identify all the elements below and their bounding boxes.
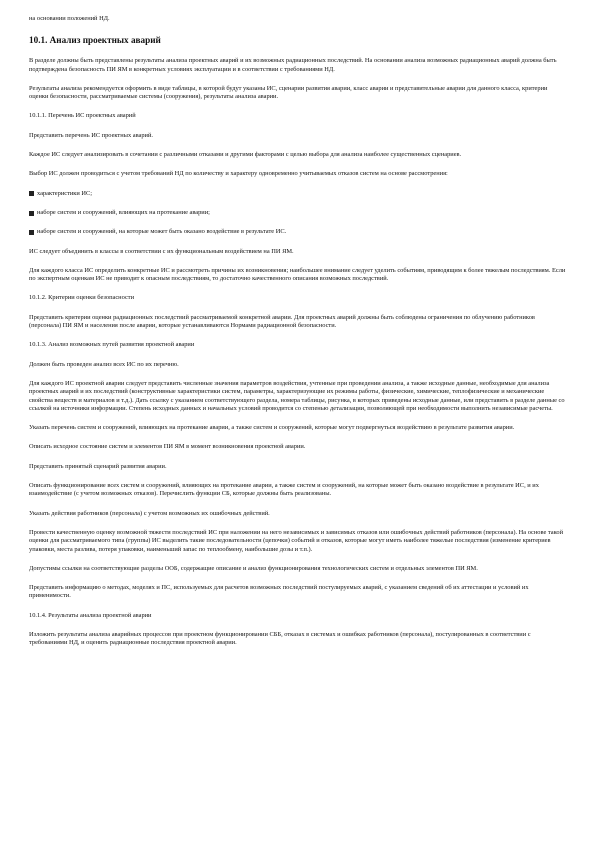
paragraph: Для каждого ИС проектной аварии следует представить численные значения параметров воздействия, учтенные при проведении анализа, а также исходные данные, необходимые для анализа проектных аварий и их последствий (конструктивные характеристики систем, параметры, характеризующие их режимы работы, физические, химические, теплофизические и механические свойства веществ и материалов и т.д.). Дать ссылку с указанием соответствующего раздела, номера таблицы, рисунка, в которых приведены исходные данные, или представить в разделе данные со ссылкой на источники информации. Степень исходных данных и начальных условий проводится со степенью детализации, позволяющей при необходимости выполнить независимые расчеты. — [29, 379, 565, 412]
section-heading: 10.1. Анализ проектных аварий — [29, 35, 161, 46]
paragraph: Изложить результаты анализа аварийных процессов при проектном функционировании СББ, отказах в системах и ошибках работников (персонала), постулированных в соответствии с требованиями НД, и оценить радиационные последствия проектной аварии. — [29, 630, 531, 647]
subsection-title: 10.1.3. Анализ возможных путей развития проектной аварии — [29, 341, 195, 349]
paragraph: Провести качественную оценку возможной тяжести последствий ИС при наложении на него независимых и зависимых отказов или ошибочных действий работников (персонала). На основе такой оценки для рассматриваемого типа (группы) ИС выделить такие последовательности (цепочки) событий и отказов, которые могут иметь наиболее тяжелые последствия (изменение критериев упаковки, места разлива, потеря упаковки, наименьший запас по теплообмену, наибольшие дозы и т.п.). — [29, 528, 564, 553]
bullet-text: характеристики ИС; — [37, 189, 93, 197]
bullet-item — [29, 190, 567, 198]
square-bullet-icon — [29, 191, 34, 196]
paragraph: Представить информацию о методах, моделях и ПС, используемых для расчетов возможных последствий постулируемых аварий, с указанием сведений об их аттестации и условий их применимости. — [29, 584, 529, 600]
paragraph: Представить перечень ИС проектных аварий. — [29, 131, 153, 139]
paragraph: Указать перечень систем и сооружений, влияющих на протекание аварии, а также систем и сооружений, которые могут подвергнуться воздействию в результате развития аварии. — [29, 424, 515, 432]
square-bullet-icon — [29, 211, 34, 216]
subsection-title: 10.1.1. Перечень ИС проектных аварий — [29, 112, 136, 120]
bullet-item — [29, 228, 567, 236]
paragraph: Представить критерии оценки радиационных последствий рассматриваемой конкретной аварии. Для проектных аварий должны быть соблюдены ограничения по облучению работников (персонала) ПИ ЯМ и населения после аварии, которые устанавливаются Нормами радиационной безопасности. — [29, 313, 535, 330]
bullet-text: наборе систем и сооружений, на которые может быть оказано воздействие в результате ИС. — [37, 228, 287, 236]
subsection-title: 10.1.4. Результаты анализа проектной аварии — [29, 611, 152, 619]
paragraph: Должен быть проведен анализ всех ИС по их перечню. — [29, 360, 179, 368]
paragraph: Указать действия работников (персонала) с учетом возможных их ошибочных действий. — [29, 509, 270, 517]
paragraph: Выбор ИС должен проводиться с учетом требований НД по количеству и характеру одновременно учитываемых отказов систем на основе рассмотрения: — [29, 170, 448, 178]
subsection-title: 10.1.2. Критерии оценки безопасности — [29, 294, 134, 302]
bullet-item — [29, 209, 567, 217]
square-bullet-icon — [29, 230, 34, 235]
paragraph: Результаты анализа рекомендуется оформить в виде таблицы, в которой будут указаны ИС, сценарии развития аварии, класс аварии и представительные аварии для данного класса, критерии оценки безопасности, рассматриваемые системы (сооружения), результаты анализа аварии. — [29, 84, 548, 101]
paragraph: Описать функционирование всех систем и сооружений, влияющих на протекание аварии, а также систем и сооружений, на которые может быть оказано воздействие в результате ИС, и их взаимодействие (с учетом возможных отказов). Перечислить функции СБ, которые должны быть реализованы. — [29, 482, 539, 498]
paragraph: В разделе должны быть представлены результаты анализа проектных аварий и их возможных радиационных последствий. На основании анализа возможных радиационных аварий должна быть подтверждена безопасность ПИ ЯМ в конкретных условиях эксплуатации и в соответствии с требованиями НД. — [29, 57, 557, 73]
paragraph: Допустимы ссылки на соответствующие разделы ООБ, содержащие описание и анализ функционирования технологических систем и отдельных элементов ПИ ЯМ. — [29, 564, 478, 572]
paragraph: Для каждого класса ИС определить конкретные ИС и рассмотреть причины их возникновения; наибольшее внимание следует уделить событиям, приводящим к более тяжелым последствиям. Если по экспертным оценкам ИС не приводит к опасным последствиям, то достаточно качественного описания возможных последствий. — [29, 266, 566, 283]
paragraph: ИС следует объединить в классы в соответствии с их функциональным воздействием на ПИ ЯМ. — [29, 247, 294, 255]
paragraph: Описать исходное состояние систем и элементов ПИ ЯМ в момент возникновения проектной аварии. — [29, 443, 306, 451]
bullet-text: наборе систем и сооружений, влияющих на протекание аварии; — [37, 208, 210, 216]
paragraph: Каждое ИС следует анализировать в сочетании с различными отказами и другими факторами с целью выбора для анализа наиболее существенных сценариев. — [29, 151, 462, 159]
paragraph: Представить принятый сценарий развития аварии. — [29, 462, 167, 470]
top-line: на основании положений НД. — [29, 15, 110, 22]
